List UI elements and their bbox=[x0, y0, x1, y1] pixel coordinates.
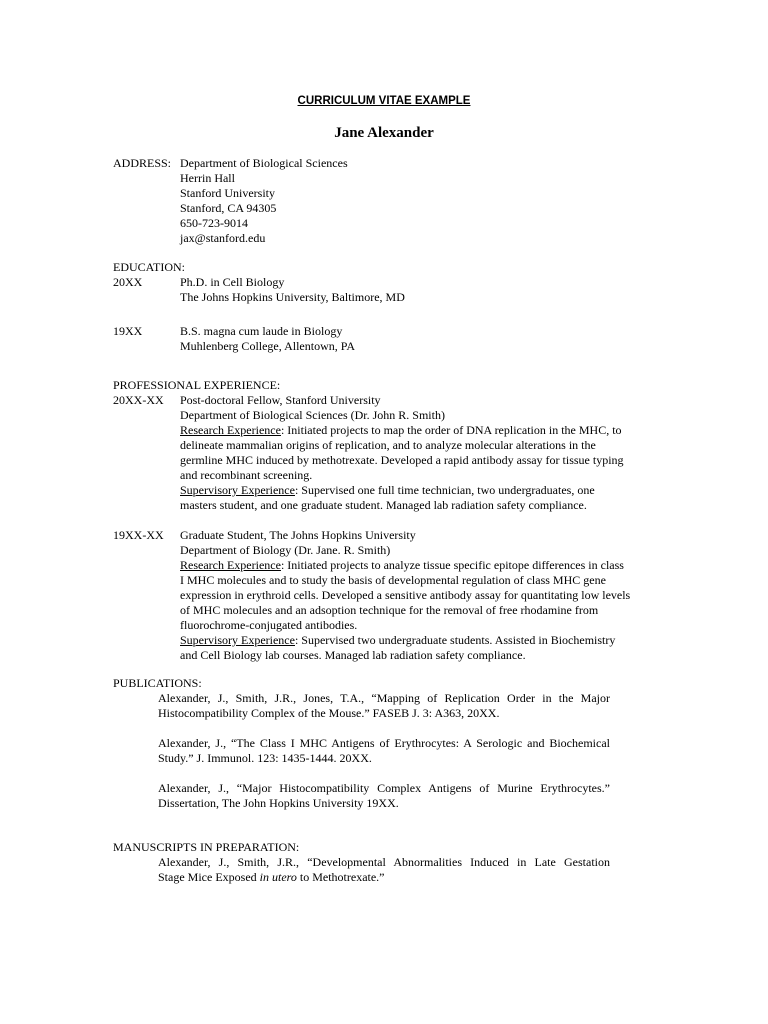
supervisory-first-line: : Supervised one full time technician, two undergraduates, one bbox=[294, 483, 595, 497]
publication-line: Alexander, J., “Major Histocompatibility Complex Antigens of Murine Erythrocytes.” bbox=[158, 781, 610, 795]
email-address: jax@stanford.edu bbox=[180, 231, 266, 245]
education-degree: B.S. magna cum laude in Biology bbox=[180, 324, 343, 338]
research-label: Research Experience bbox=[180, 558, 281, 572]
manuscript-text: to Methotrexate.” bbox=[296, 870, 385, 884]
document-title: CURRICULUM VITAE EXAMPLE bbox=[297, 95, 471, 107]
address-section bbox=[113, 156, 653, 246]
research-text bbox=[180, 423, 622, 438]
research-line: of MHC molecules and an adsoption technique for the removal of free rhodamine from bbox=[180, 603, 599, 617]
research-first-line: : Initiated projects to analyze tissue specific epitope differences in class bbox=[280, 558, 624, 572]
address-line: Stanford University bbox=[180, 186, 275, 200]
research-line: delineate mammalian origins of replication, and to analyze molecular alterations in the bbox=[180, 438, 596, 452]
publications-label: PUBLICATIONS: bbox=[113, 676, 202, 690]
experience-label: PROFESSIONAL EXPERIENCE: bbox=[113, 378, 281, 392]
experience-title: Post-doctoral Fellow, Stanford University bbox=[180, 393, 381, 407]
experience-section bbox=[113, 378, 653, 663]
publication-line: Alexander, J., Smith, J.R., Jones, T.A., “Mapping of Replication Order in the Major bbox=[158, 691, 610, 705]
research-line: expression in erythroid cells. Developed a sensitive antibody assay for quantitating low levels bbox=[180, 588, 631, 602]
supervisory-line: and Cell Biology lab courses. Managed lab radiation safety compliance. bbox=[180, 648, 526, 662]
research-first-line: : Initiated projects to map the order of DNA replication in the MHC, to bbox=[280, 423, 622, 437]
publication-item bbox=[158, 691, 610, 721]
education-school: The Johns Hopkins University, Baltimore, MD bbox=[180, 290, 405, 304]
education-degree: Ph.D. in Cell Biology bbox=[180, 275, 285, 289]
publication-line: Dissertation, The John Hopkins University 19XX. bbox=[158, 796, 399, 810]
address-label: ADDRESS: bbox=[113, 156, 172, 170]
address-line: Stanford, CA 94305 bbox=[180, 201, 277, 215]
research-line: and recombinant screening. bbox=[180, 468, 313, 482]
manuscripts-label: MANUSCRIPTS IN PREPARATION: bbox=[113, 840, 300, 854]
experience-years: 20XX-XX bbox=[113, 393, 164, 407]
supervisory-text bbox=[180, 633, 615, 648]
manuscript-line: Alexander, J., Smith, J.R., “Developmental Abnormalities Induced in Late Gestation bbox=[158, 855, 610, 869]
manuscript-italic: in utero bbox=[259, 870, 297, 884]
research-label: Research Experience bbox=[180, 423, 281, 437]
manuscript-text: Stage Mice Exposed bbox=[158, 870, 260, 884]
experience-dept: Department of Biology (Dr. Jane. R. Smith) bbox=[180, 543, 391, 557]
manuscript-item bbox=[158, 855, 610, 885]
education-year: 19XX bbox=[113, 324, 143, 338]
research-text bbox=[180, 558, 624, 573]
supervisory-label: Supervisory Experience bbox=[180, 483, 295, 497]
address-line: Herrin Hall bbox=[180, 171, 235, 185]
education-label: EDUCATION: bbox=[113, 260, 185, 274]
education-section bbox=[113, 260, 653, 354]
education-school: Muhlenberg College, Allentown, PA bbox=[180, 339, 355, 353]
research-line: I MHC molecules and to study the basis of developmental regulation of class MHC gene bbox=[180, 573, 606, 587]
supervisory-label: Supervisory Experience bbox=[180, 633, 295, 647]
experience-dept: Department of Biological Sciences (Dr. John R. Smith) bbox=[180, 408, 445, 422]
experience-title: Graduate Student, The Johns Hopkins University bbox=[180, 528, 416, 542]
publication-item bbox=[158, 781, 610, 811]
research-line: germline MHC induced by methotrexate. Developed a rapid antibody assay for tissue typing bbox=[180, 453, 624, 467]
supervisory-text bbox=[180, 483, 595, 498]
candidate-name: Jane Alexander bbox=[334, 125, 434, 141]
phone-number: 650-723-9014 bbox=[180, 216, 248, 230]
address-line: Department of Biological Sciences bbox=[180, 156, 348, 170]
publication-line: Histocompatibility Complex of the Mouse.” FASEB J. 3: A363, 20XX. bbox=[158, 706, 500, 720]
supervisory-line: masters student, and one graduate student. Managed lab radiation safety compliance. bbox=[180, 498, 587, 512]
publication-item bbox=[158, 736, 610, 766]
publication-line: Alexander, J., “The Class I MHC Antigens of Erythrocytes: A Serologic and Biochemical bbox=[158, 736, 610, 750]
publication-line: Study.” J. Immunol. 123: 1435-1444. 20XX. bbox=[158, 751, 372, 765]
education-year: 20XX bbox=[113, 275, 143, 289]
research-line: fluorochrome-conjugated antibodies. bbox=[180, 618, 358, 632]
supervisory-first-line: : Supervised two undergraduate students. Assisted in Biochemistry bbox=[294, 633, 616, 647]
experience-years: 19XX-XX bbox=[113, 528, 164, 542]
manuscript-line bbox=[158, 870, 610, 885]
